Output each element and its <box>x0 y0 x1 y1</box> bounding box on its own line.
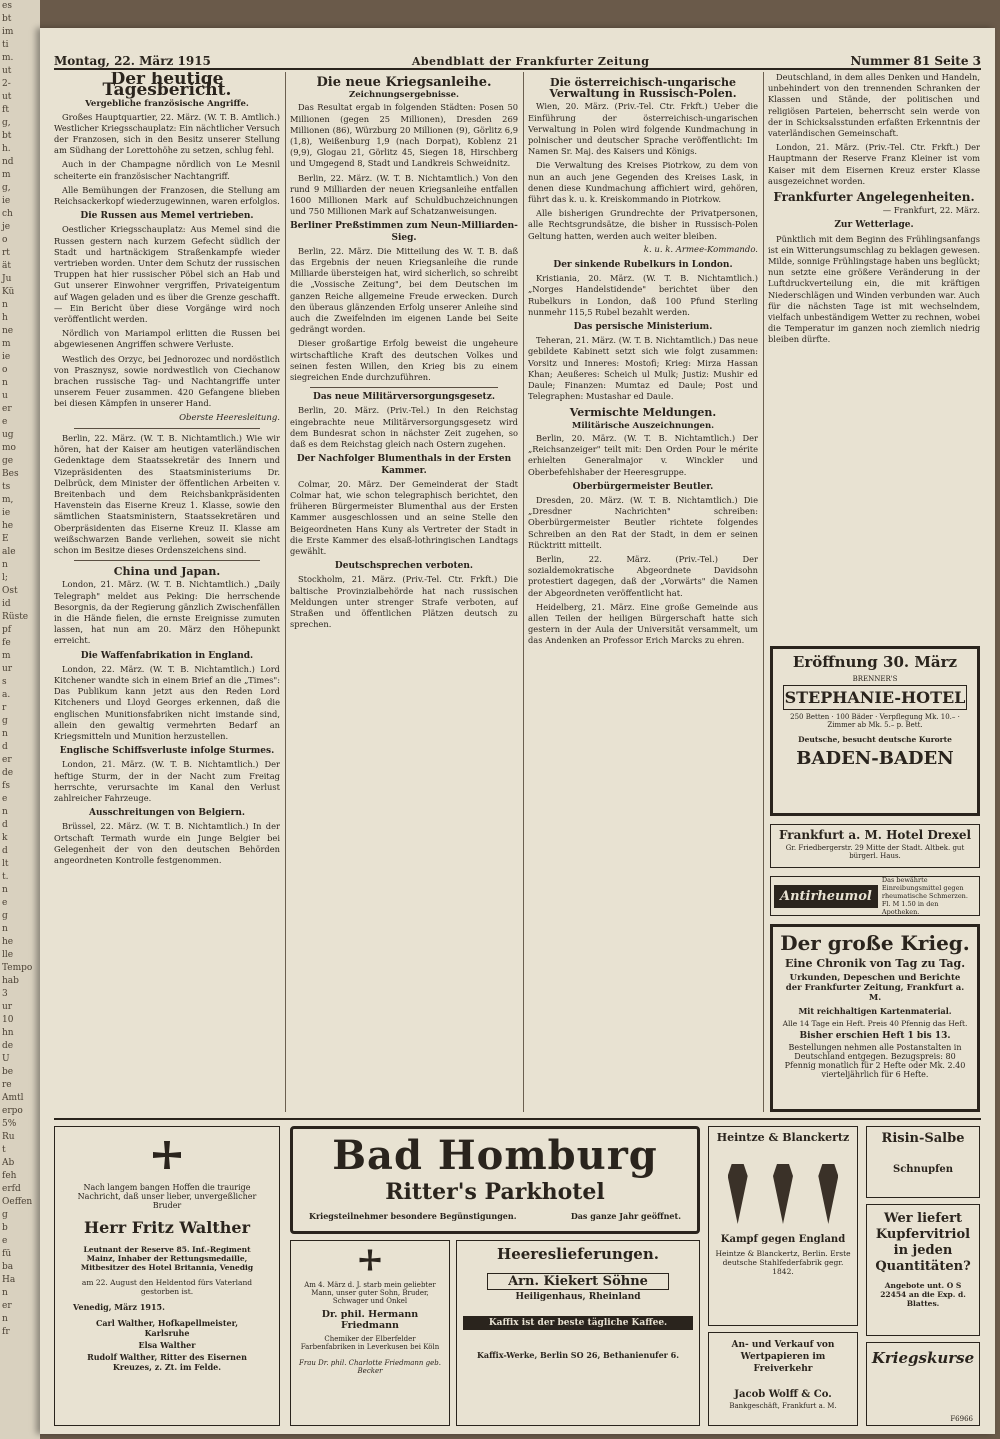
strip-fragment: ie <box>2 196 11 206</box>
iron-cross-icon <box>355 1245 385 1275</box>
strip-fragment: e <box>2 417 8 427</box>
strip-fragment: Amtl <box>2 1093 24 1103</box>
strip-fragment: d <box>2 742 8 752</box>
ad-price: Alle 14 Tage ein Heft. Preis 40 Pfennig das Heft. <box>782 1019 968 1028</box>
strip-fragment: g <box>2 716 8 726</box>
strip-fragment: Bes <box>2 469 19 479</box>
strip-fragment: Ost <box>2 586 18 596</box>
strip-fragment: be <box>2 1067 14 1077</box>
ad-place: Bankgeschäft, Frankfurt a. M. <box>729 1402 837 1410</box>
strip-fragment: es <box>2 1 12 11</box>
ad-brand: BRENNER'S <box>852 675 898 683</box>
strip-fragment: r <box>2 703 7 713</box>
article-paragraph: Oestlicher Kriegsschauplatz: Aus Memel sind die Russen gestern nach kurzem Gefecht südlich der Stadt und hartnäckigem Straßenkampfe wieder vertrieben worden. Unter dem Schutz der russischen Truppen hat hier russischer Pöbel sich an Hab und Gut unserer Einwohner vergriffen, Privateigentum auf Wagen geladen und es über die Grenze geschafft. — Ein Bericht über diese Vorgänge wird noch veröffentlicht werden. <box>54 224 280 325</box>
obituary-intro: Am 4. März d. J. starb mein geliebter Mann, unser guter Sohn, Bruder, Schwager und Onkel <box>304 1281 436 1305</box>
section-heading: Die Russen aus Memel vertrieben. <box>80 211 254 222</box>
ad-headline: Heintze & Blanckertz <box>716 1131 850 1144</box>
strip-fragment: ät <box>2 261 11 271</box>
section-heading: Oberbürgermeister Beutler. <box>572 481 714 492</box>
strip-fragment: 10 <box>2 1015 14 1025</box>
article-paragraph: Berlin, 22. März. (W. T. B. Nichtamtlich.) Von den rund 9 Milliarden der neuen Kriegsanleihe entfallen 1600 Millionen Mark auf Schuldbuchzeichnungen und 750 Millionen Mark auf Schatzanweisungen. <box>290 172 518 217</box>
strip-fragment: ur <box>2 664 13 674</box>
strip-fragment: he <box>2 521 14 531</box>
strip-fragment: d <box>2 846 8 856</box>
strip-fragment: Ru <box>2 1132 15 1142</box>
strip-fragment: m, <box>2 495 14 505</box>
strip-fragment: o <box>2 365 8 375</box>
strip-fragment: 5% <box>2 1119 17 1129</box>
ad-headline: Risin-Salbe <box>881 1131 965 1146</box>
ad-maps: Mit reichhaltigen Kartenmaterial. <box>798 1006 952 1016</box>
article-paragraph: Alle bisherigen Grundrechte der Privatpersonen, alle Rechtsgrundsätze, die bisher in Russisch-Polen Geltung hatten, werden auch weiter bleiben. <box>528 208 758 241</box>
strip-fragment: m <box>2 651 11 661</box>
article-paragraph: Berlin, 22. März. (Priv.-Tel.) Der sozialdemokratische Abgeordnete Davidsohn protestiert dagegen, daß der „Vorwärts" die Namen der Abgeordneten veröffentlicht hat. <box>528 553 758 598</box>
ad-order: Bestellungen nehmen alle Postanstalten in Deutschland entgegen. Bezugspreis: 80 Pfennig monatlich für 2 Hefte oder Mk. 2.40 vierteljährlich für 6 Hefte. <box>784 1043 966 1079</box>
article-paragraph: Die Verwaltung des Kreises Piotrkow, zu dem von nun an auch jene Gegenden des Kreises Lask, in denen diese Kundmachung affichiert wird, gehören, führt das k. u. k. Kreiskommando in Piotrkow. <box>528 160 758 205</box>
strip-fragment: n <box>2 378 8 388</box>
section-heading: Das neue Militärversorgungsgesetz. <box>313 392 495 403</box>
column-divider <box>523 72 524 1112</box>
signature: Oberste Heeresleitung. <box>179 412 280 423</box>
strip-fragment: h. <box>2 144 11 154</box>
strip-fragment: t. <box>2 872 9 882</box>
strip-fragment: de <box>2 1041 14 1051</box>
strip-fragment: m <box>2 339 11 349</box>
article-paragraph: Teheran, 21. März. (W. T. B. Nichtamtlich.) Das neue gebildete Kabinett setzt sich wie folgt zusammen: Vorsitz und Inneres: Mostofi; Krieg: Mirza Hassan Khan; Aeußeres: Scheich ul Mulk; Justiz: Mushir ed Daule; Finanzen: Mumtaz ed Daule; Post und Telegraphen: Mustashar ed Daule. <box>528 335 758 402</box>
strip-fragment: Ha <box>2 1275 16 1285</box>
strip-fragment: ne <box>2 326 14 336</box>
strip-fragment: fü <box>2 1249 12 1259</box>
article-paragraph: Wien, 20. März. (Priv.-Tel. Ctr. Frkft.) Ueber die Einführung der österreichisch-ungarischen Verwaltung in Polen wird folgende Kundmachung in polnischer und deutscher Sprache veröffentlicht: Im Namen Sr. Maj. des Kaisers und Königs. <box>528 101 758 157</box>
ad-headline: Wer liefert Kupfervitriol in jeden Quantitäten? <box>875 1211 971 1274</box>
iron-cross-icon <box>147 1135 187 1175</box>
ad-risin-salbe <box>866 1126 980 1198</box>
obituary-intro: Nach langem bangen Hoffen die traurige Nachricht, daß unser lieber, unvergeßlicher Bruder <box>77 1183 257 1210</box>
strip-fragment: m <box>2 170 11 180</box>
article-paragraph: Heidelberg, 21. März. Eine große Gemeinde aus allen Teilen der heiligen Bürgerschaft hatte sich gestern in der Aula der Universität versammelt, um das Andenken an Professor Erich Marcks zu ehren. <box>528 601 758 646</box>
article-paragraph: Dieser großartige Erfolg beweist die ungeheure wirtschaftliche Kraft des deutschen Volkes und seinen festen Willen, den Krieg bis zu einem siegreichen Ende durchzuführen. <box>290 338 518 383</box>
article-paragraph: Auch in der Champagne nördlich von Le Mesnil scheiterte ein französischer Nachtangriff. <box>54 159 280 181</box>
strip-fragment: l; <box>2 573 8 583</box>
strip-fragment: U <box>2 1054 10 1064</box>
headline-kriegsanleihe: Die neue Kriegsanleihe. <box>316 75 492 90</box>
article-paragraph: Berlin, 20. März. (W. T. B. Nichtamtlich.) Der „Reichsanzeiger" teilt mit: Den Orden Pour le mérite erhielten Generalmajor v. Winckler und Oberbefehlshaber der Heeresgruppe. <box>528 432 758 477</box>
obituary-name: Dr. phil. Hermann Friedmann <box>321 1309 419 1331</box>
strip-fragment: t <box>2 1145 6 1155</box>
strip-fragment: s <box>2 677 7 687</box>
column-divider <box>763 72 764 1112</box>
ad-details: Gr. Friedbergerstr. 29 Mitte der Stadt. Altbek. gut bürgerl. Haus. <box>785 844 965 860</box>
subheadline: Zeichnungsergebnisse. <box>349 90 459 101</box>
divider <box>74 428 260 429</box>
ad-der-grosse-krieg <box>770 924 980 1112</box>
ad-hotel-name: STEPHANIE-HOTEL <box>783 685 967 710</box>
strip-fragment: lle <box>2 950 14 960</box>
strip-fragment: ur <box>2 1002 13 1012</box>
ad-note: Deutsche, besucht deutsche Kurorte <box>798 735 952 744</box>
column-1 <box>54 72 280 1112</box>
strip-fragment: re <box>2 1080 12 1090</box>
strip-fragment: n <box>2 300 8 310</box>
article-paragraph: London, 21. März. (Priv.-Tel. Ctr. Frkft.) Der Hauptmann der Reserve Franz Kleiner ist vom Kaiser mit dem Eisernen Kreuz erster Klasse ausgezeichnet worden. <box>768 142 980 186</box>
strip-fragment: fe <box>2 638 11 648</box>
ad-hotel-drexel <box>770 824 980 868</box>
subheadline: Militärische Auszeichnungen. <box>571 420 715 431</box>
article-paragraph: Deutschland, in dem alles Denken und Handeln, unbehindert von den trennenden Schranken der Klassen und Stände, der politischen und religiösen Parteien, beherrscht sein werde von der in Schicksalsstunden erfaßten Erkenntnis der vaterländischen Gemeinschaft. <box>768 72 980 139</box>
headline-verwaltung-polen: Die österreichisch-ungarische Verwaltung in Russisch-Polen. <box>549 76 737 101</box>
strip-fragment: ie <box>2 508 11 518</box>
strip-fragment: pf <box>2 625 12 635</box>
strip-fragment: he <box>2 937 14 947</box>
article-paragraph: London, 21. März. (W. T. B. Nichtamtlich.) Der heftige Sturm, der in der Nacht zum Freitag herrschte, verursachte im Kanal den Verlust zahlreicher Fahrzeuge. <box>54 759 280 803</box>
strip-fragment: g <box>2 911 8 921</box>
ad-note-right: Das ganze Jahr geöffnet. <box>570 1211 681 1221</box>
strip-fragment: b <box>2 1223 8 1233</box>
article-paragraph: Nördlich von Mariampol erlitten die Russen bei abgewiesenen Angriffen schwere Verluste. <box>54 328 280 350</box>
strip-fragment: e <box>2 898 8 908</box>
strip-fragment: k <box>2 833 8 843</box>
ad-details: Angebote unt. O S 22454 an die Exp. d. Blattes. <box>880 1281 966 1308</box>
ad-subheadline: Kampf gegen England <box>720 1234 846 1245</box>
article-paragraph: Berlin, 22. März. Die Mitteilung des W. T. B. daß das Ergebnis der neuen Kriegsanleihe die runde Milliarde übersteigen hat, wird sicherlich, so schreibt die „Vossische Zeitung", bei dem Deutschen im ganzen Reiche allgemeine Freude erwecken. Durch den überaus glänzenden Erfolg unserer Anleihe sind auch die Zweifelnden im eigenen Lande bei Seite gedrängt worden. <box>290 245 518 335</box>
strip-fragment: Tempo <box>2 963 33 973</box>
ad-firm: Jacob Wolff & Co. <box>734 1389 832 1400</box>
strip-fragment: ut <box>2 66 12 76</box>
strip-fragment: ti <box>2 40 9 50</box>
ad-section-divider <box>54 1118 981 1120</box>
strip-fragment: g, <box>2 183 11 193</box>
strip-fragment: ug <box>2 430 14 440</box>
ad-heereslieferungen <box>456 1240 700 1426</box>
strip-fragment: Kü <box>2 287 15 297</box>
article-paragraph: Brüssel, 22. März. (W. T. B. Nichtamtlich.) In der Ortschaft Termath wurde ein Junge Belgier bei Gelegenheit der von den deutschen Behörden angeordneten Kontrolle festgenommen. <box>54 821 280 865</box>
strip-fragment: n <box>2 807 8 817</box>
strip-fragment: id <box>2 599 11 609</box>
ad-details: Heintze & Blanckertz, Berlin. Erste deutsche Stahlfederfabrik gegr. 1842. <box>715 1249 851 1276</box>
article-paragraph: Dresden, 20. März. (W. T. B. Nichtamtlich.) Die „Dresdner Nachrichten" schreiben: Oberbürgermeister Beutler richtete folgendes Schreiben an den Rat der Stadt, in dem er seinen Rücktritt mitteilt. <box>528 494 758 550</box>
newspaper-page <box>40 28 995 1434</box>
obituary-died: am 22. August den Heldentod fürs Vaterland gestorben ist. <box>81 1278 253 1296</box>
obituary-signature: Carl Walther, Hofkapellmeister, Karlsruhe <box>95 1318 239 1338</box>
strip-fragment: 3 <box>2 989 8 999</box>
section-heading: Ausschreitungen von Belgiern. <box>88 808 246 819</box>
article-paragraph: Colmar, 20. März. Der Gemeinderat der Stadt Colmar hat, wie schon telegraphisch berichtet, den früheren Bürgermeister Blumenthal aus der Ersten Kammer ausgeschlossen und an seine Stelle den Beigeordneten Hans Kuny als Vertreter der Stadt in die Erste Kammer des elsaß-lothringischen Landtags gewählt. <box>290 478 518 556</box>
divider <box>74 560 260 561</box>
headline-frankfurter: Frankfurter Angelegenheiten. <box>773 190 975 205</box>
ad-subheadline: Ritter's Parkhotel <box>385 1179 605 1205</box>
column-3 <box>528 72 758 1112</box>
strip-fragment: Oeffen <box>2 1197 33 1207</box>
strip-fragment: n <box>2 885 8 895</box>
strip-fragment: ch <box>2 209 13 219</box>
strip-fragment: fs <box>2 781 10 791</box>
strip-fragment: n <box>2 1288 8 1298</box>
obituary-name: Herr Fritz Walther <box>83 1218 250 1237</box>
article-paragraph: London, 22. März. (W. T. B. Nichtamtlich.) Lord Kitchener wandte sich in einem Brief an die „Times": Das Publikum kann jetzt aus den Reden Lord Kitcheners und Lloyd Georges erkennen, daß die englischen Munitionsfabriken nicht imstande sind, allein den gewaltig vermehrten Bedarf an Kriegsmitteln und Munition herzustellen. <box>54 663 280 741</box>
ad-wertpapiere <box>708 1332 858 1426</box>
obituary-signature: Frau Dr. phil. Charlotte Friedmann geb. Becker <box>299 1359 441 1375</box>
ad-subheadline: Schnupfen <box>892 1164 954 1175</box>
column-divider <box>285 72 286 1112</box>
page-number: Nummer 81 Seite 3 <box>850 54 981 68</box>
article-paragraph: Das Resultat ergab in folgenden Städten: Posen 50 Millionen (gegen 25 Millionen), Dresden 269 Millionen (86), Würzburg 20 Millionen (9), Görlitz 6,9 (1,8), Weißenburg 1,9 (nach Dorpat), Koblenz 21 (9,9), Glogau 21, Görlitz 45, Siegen 18, Hirschberg und Umgegend 8, Stadt und Landkreis Schweidnitz. <box>290 102 518 169</box>
ad-headline: Heereslieferungen. <box>497 1245 659 1263</box>
strip-fragment: a. <box>2 690 11 700</box>
strip-fragment: er <box>2 404 12 414</box>
divider <box>310 387 498 388</box>
adjacent-page-strip <box>0 0 40 1439</box>
strip-fragment: Ju <box>2 274 12 284</box>
strip-fragment: E <box>2 534 9 544</box>
issue-date: Montag, 22. März 1915 <box>54 54 211 68</box>
signature: k. u. k. Armee-Kommando. <box>643 244 758 255</box>
masthead <box>54 46 981 70</box>
strip-fragment: bt <box>2 14 12 24</box>
strip-fragment: Ab <box>2 1158 15 1168</box>
article-paragraph: Pünktlich mit dem Beginn des Frühlingsanfangs ist ein Witterungsumschlag zu beklagen gewesen. Milde, sonnige Frühlingstage haben uns beglückt; nun setzte eine größere Veränderung in der Luftdruckverteilung ein, die mit kräftigen Niederschlägen und Winden verbunden war. Auch für die nächsten Tage ist mit wechselndem, vielfach unbeständigem Wetter zu rechnen, wobei die Temperatur im ganzen noch ziemlich niedrig bleiben dürfte. <box>768 233 980 345</box>
strip-fragment: hn <box>2 1028 14 1038</box>
section-heading: Der Nachfolger Blumenthals in der Ersten Kammer. <box>296 454 512 476</box>
ad-kupfervitriol <box>866 1204 980 1336</box>
strip-fragment: g, <box>2 118 11 128</box>
strip-fragment: nd <box>2 157 14 167</box>
ad-code: F6966 <box>950 1415 973 1423</box>
ad-kaffix: Kaffix ist der beste tägliche Kaffee. <box>463 1316 693 1330</box>
ad-firm: Arn. Kiekert Söhne <box>487 1273 669 1290</box>
obituary-rank: Leutnant der Reserve 85. Inf.-Regiment Mainz, Inhaber der Rettungsmedaille, Mitbesitzer des Hotel Britannia, Venedig <box>80 1245 254 1272</box>
ad-kriegskurse <box>866 1342 980 1426</box>
ad-bad-homburg <box>290 1126 700 1234</box>
strip-fragment: n <box>2 560 8 570</box>
strip-fragment: erfd <box>2 1184 21 1194</box>
obituary-signature: Elsa Walther <box>138 1340 196 1350</box>
ad-heintze-blanckertz <box>708 1126 858 1326</box>
strip-fragment: er <box>2 755 12 765</box>
strip-fragment: e <box>2 1236 8 1246</box>
strip-fragment: m. <box>2 53 14 63</box>
strip-fragment: o <box>2 235 8 245</box>
article-paragraph: Westlich des Orzyc, bei Jednorozec und nordöstlich von Prasznysz, sowie nordwestlich von Ciechanow brachen russische Tag- und Nachtangriffe unter unserem Feuer zusammen. 420 Gefangene blieben bei diesen Kämpfen in unserer Hand. <box>54 353 280 409</box>
article-paragraph: Stockholm, 21. März. (Priv.-Tel. Ctr. Frkft.) Die baltische Provinzialbehörde hat nach russischen Meldungen unter strenger Strafe verboten, auf Straßen und öffentlichen Plätzen deutsch zu sprechen. <box>290 574 518 630</box>
strip-fragment: erpo <box>2 1106 23 1116</box>
ad-headline: Bad Homburg <box>332 1132 658 1179</box>
ad-subheadline: Eine Chronik von Tag zu Tag. <box>784 957 966 970</box>
ad-city: BADEN-BADEN <box>796 748 954 769</box>
ad-place: Heiligenhaus, Rheinland <box>515 1292 641 1302</box>
ad-details: 250 Betten · 100 Bäder · Verpflegung Mk. 10.– · Zimmer ab Mk. 5.– p. Bett. <box>790 713 960 729</box>
article-paragraph: London, 21. März. (W. T. B. Nichtamtlich.) „Daily Telegraph" meldet aus Peking: Die herrschende Besorgnis, da der Regierung gänzlich Zwischenfällen in die Hände fielen, die ernste Ereignisse zumuten lassen, hat nun am 20. März den Höhepunkt erreicht. <box>54 579 280 646</box>
ad-headline: An- und Verkauf von Wertpapieren im Freiverkehr <box>731 1340 835 1374</box>
ad-antirheumol <box>770 876 980 916</box>
article-paragraph: Kristiania, 20. März. (W. T. B. Nichtamtlich.) „Norges Handelstidende" berichtet über den Rubelkurs in London, daß 100 Pfund Sterling nunmehr 115,5 Rubel bezahlt werden. <box>528 273 758 317</box>
strip-fragment: 2- <box>2 79 11 89</box>
strip-fragment: e <box>2 794 8 804</box>
strip-fragment: Rüste <box>2 612 29 622</box>
strip-fragment: im <box>2 27 14 37</box>
strip-fragment: ts <box>2 482 11 492</box>
strip-fragment: n <box>2 924 8 934</box>
strip-fragment <box>0 1339 40 1352</box>
strip-fragment: rt <box>2 248 10 258</box>
strip-fragment: fr <box>2 1327 10 1337</box>
article-paragraph: Berlin, 22. März. (W. T. B. Nichtamtlich.) Wie wir hören, hat der Kaiser am heutigen vaterländischen Gedenktage dem Staatssekretär des Innern und Vizepräsidenten des Staatsministeriums Dr. Delbrück, dem Minister der öffentlichen Arbeiten v. Breitenbach und dem Reichsbankpräsidenten Havenstein das Eiserne Kreuz 1. Klasse, sowie den sämtlichen Staatsministern, Staatssekretären und Oberpräsidenten das Eiserne Kreuz II. Klasse am weißschwarzen Bande verliehen, soweit sie nicht schon im Besitze dieses Ordenszeichens sind. <box>54 432 280 555</box>
headline-tagesbericht: Der heutige Tagesbericht. <box>102 72 232 101</box>
ad-obituary-friedmann <box>290 1240 450 1426</box>
obituary-role: Chemiker der Elberfelder Farbenfabriken in Leverkusen bei Köln <box>300 1335 440 1351</box>
strip-fragment: lt <box>2 859 9 869</box>
pen-nibs-illustration <box>715 1154 851 1224</box>
section-heading: Zur Wetterlage. <box>834 220 914 231</box>
dateline: — Frankfurt, 22. März. <box>882 205 980 216</box>
ad-note-left: Kriegsteilnehmer besondere Begünstigungen. <box>309 1211 517 1221</box>
section-heading: Der sinkende Rubelkurs in London. <box>553 260 733 271</box>
strip-fragment: ba <box>2 1262 14 1272</box>
obituary-place: Venedig, März 1915. <box>73 1302 165 1312</box>
strip-fragment: d <box>2 820 8 830</box>
strip-fragment: ale <box>2 547 16 557</box>
strip-fragment: n <box>2 1314 8 1324</box>
section-heading: Berliner Preßstimmen zum Neun-Milliarden-Sieg. <box>290 221 518 243</box>
ad-headline: Kriegskurse <box>871 1349 975 1367</box>
column-4 <box>768 72 980 652</box>
ad-brand: Antirheumol <box>774 885 878 908</box>
article-paragraph: Alle Bemühungen der Franzosen, die Stellung am Reichsackerkopf wiederzugewinnen, waren erfolglos. <box>54 184 280 207</box>
ad-details: Das bewährte Einreibungsmittel gegen rheumatische Schmerzen. Fl. M 1.50 in den Apotheken. <box>881 876 968 916</box>
strip-fragment: ut <box>2 92 12 102</box>
section-heading: Deutschsprechen verboten. <box>334 561 474 572</box>
strip-fragment: n <box>2 729 8 739</box>
ad-kaffix-address: Kaffix-Werke, Berlin SO 26, Bethanienufer 6. <box>476 1350 680 1360</box>
ad-headline: Der große Krieg. <box>780 931 970 955</box>
strip-fragment: mo <box>2 443 16 453</box>
article-paragraph: Berlin, 20. März. (Priv.-Tel.) In den Reichstag eingebrachte neue Militärversorgungsgesetz wird dem Bundesrat schon in nächster Zeit zugehen, so daß es dem Reichstag gleich nach Ostern zugehen. <box>290 405 518 450</box>
section-heading: Vermischte Meldungen. <box>569 406 717 420</box>
article-paragraph: Großes Hauptquartier, 22. März. (W. T. B. Amtlich.) Westlicher Kriegsschauplatz: Ein nächtlicher Versuch der Franzosen, sich in den Besitz unserer Stellung am Südhang der Lorettohöhe zu setzen, schlug fehl. <box>54 111 280 156</box>
strip-fragment: feh <box>2 1171 17 1181</box>
subheadline: Vergebliche französische Angriffe. <box>85 99 249 110</box>
paper-title: Abendblatt der Frankfurter Zeitung <box>411 55 650 68</box>
strip-fragment: h <box>2 313 8 323</box>
obituary-signature: Rudolf Walther, Ritter des Eisernen Kreuzes, z. Zt. im Felde. <box>87 1352 247 1372</box>
ad-stephanie-hotel <box>770 646 980 816</box>
strip-fragment: de <box>2 768 14 778</box>
strip-fragment: bt <box>2 131 12 141</box>
section-heading: Englische Schiffsverluste infolge Sturmes. <box>59 746 275 757</box>
ad-headline: Frankfurt a. M. Hotel Drexel <box>778 828 972 842</box>
strip-fragment: g <box>2 1210 8 1220</box>
ad-body: Urkunden, Depeschen und Berichte der Frankfurter Zeitung, Frankfurt a. M. <box>785 973 965 1003</box>
ad-issued: Bisher erschien Heft 1 bis 13. <box>799 1031 951 1041</box>
strip-fragment: u <box>2 391 8 401</box>
ad-headline: Eröffnung 30. März <box>792 653 958 671</box>
column-2 <box>290 72 518 1112</box>
strip-fragment: ft <box>2 105 9 115</box>
strip-fragment: ie <box>2 352 11 362</box>
strip-fragment: ge <box>2 456 14 466</box>
strip-fragment: er <box>2 1301 12 1311</box>
section-heading: Das persische Ministerium. <box>573 322 713 333</box>
strip-fragment: je <box>2 222 11 232</box>
section-heading: China und Japan. <box>113 565 221 579</box>
section-heading: Die Waffenfabrikation in England. <box>80 650 254 661</box>
ad-obituary-walther <box>54 1126 280 1426</box>
strip-fragment: hab <box>2 976 19 986</box>
